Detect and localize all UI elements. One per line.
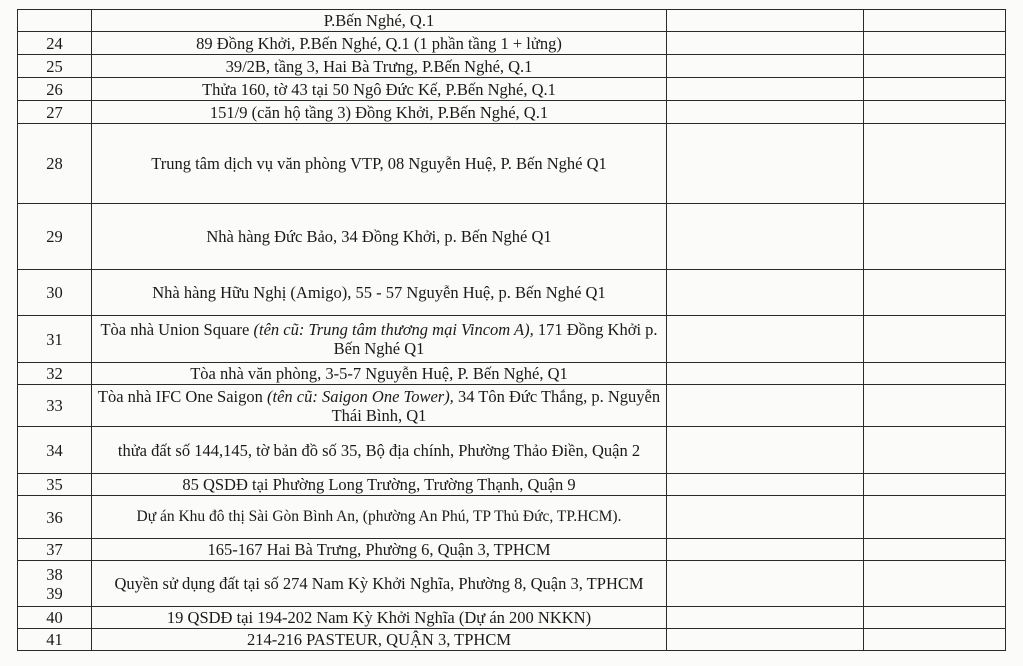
row-address: 85 QSDĐ tại Phường Long Trường, Trường Thạnh, Quận 9 (92, 474, 667, 496)
empty-cell (667, 204, 864, 270)
empty-cell (667, 316, 864, 363)
table-row (18, 32, 1006, 55)
empty-cell (667, 55, 864, 78)
row-number: 30 (18, 270, 92, 316)
empty-cell (667, 385, 864, 427)
row-address: Nhà hàng Đức Bảo, 34 Đồng Khởi, p. Bến Nghé Q1 (92, 204, 667, 270)
row-number: 37 (18, 539, 92, 561)
row-address: Dự án Khu đô thị Sài Gòn Bình An, (phường An Phú, TP Thủ Đức, TP.HCM). (92, 496, 667, 539)
row-address: 89 Đồng Khởi, P.Bến Nghé, Q.1 (1 phần tầng 1 + lửng) (92, 32, 667, 55)
row-address: P.Bến Nghé, Q.1 (92, 10, 667, 32)
empty-cell (864, 363, 1006, 385)
table-row (18, 316, 1006, 363)
row-number: 25 (18, 55, 92, 78)
empty-cell (667, 561, 864, 607)
empty-cell (667, 427, 864, 474)
empty-cell (667, 539, 864, 561)
empty-cell (864, 32, 1006, 55)
address-text: Tòa nhà IFC One Saigon (97, 386, 267, 406)
row-address (92, 316, 667, 363)
table-row (18, 474, 1006, 496)
empty-cell (667, 607, 864, 629)
empty-cell (864, 629, 1006, 651)
row-address: Trung tâm dịch vụ văn phòng VTP, 08 Nguyễn Huệ, P. Bến Nghé Q1 (92, 124, 667, 204)
table-row (18, 607, 1006, 629)
table-row (18, 539, 1006, 561)
empty-cell (864, 204, 1006, 270)
row-address: 214-216 PASTEUR, QUẬN 3, TPHCM (92, 629, 667, 651)
row-number-first: 38 (46, 564, 63, 584)
table-row (18, 55, 1006, 78)
row-number (18, 561, 92, 607)
table-row (18, 427, 1006, 474)
table-row (18, 270, 1006, 316)
empty-cell (864, 270, 1006, 316)
row-number: 33 (18, 385, 92, 427)
table-row (18, 561, 1006, 607)
row-number: 35 (18, 474, 92, 496)
table-row (18, 10, 1006, 32)
row-address: Thửa 160, tờ 43 tại 50 Ngô Đức Kế, P.Bến Nghé, Q.1 (92, 78, 667, 101)
empty-cell (667, 363, 864, 385)
row-number: 31 (18, 316, 92, 363)
row-address: Tòa nhà văn phòng, 3-5-7 Nguyễn Huệ, P. Bến Nghé, Q1 (92, 363, 667, 385)
row-address: 151/9 (căn hộ tầng 3) Đồng Khởi, P.Bến Nghé, Q.1 (92, 101, 667, 124)
empty-cell (864, 55, 1006, 78)
empty-cell (667, 124, 864, 204)
row-number (18, 10, 92, 32)
row-address: 39/2B, tầng 3, Hai Bà Trưng, P.Bến Nghé, Q.1 (92, 55, 667, 78)
row-number: 29 (18, 204, 92, 270)
address-text: 34 Tôn Đức Thắng, p. Nguyễn Thái Bình, Q1 (331, 386, 661, 425)
empty-cell (864, 474, 1006, 496)
row-number: 36 (18, 496, 92, 539)
empty-cell (864, 10, 1006, 32)
row-number: 40 (18, 607, 92, 629)
empty-cell (667, 629, 864, 651)
row-number: 34 (18, 427, 92, 474)
row-number: 26 (18, 78, 92, 101)
row-number: 24 (18, 32, 92, 55)
empty-cell (864, 316, 1006, 363)
empty-cell (864, 124, 1006, 204)
row-address: 165-167 Hai Bà Trưng, Phường 6, Quận 3, TPHCM (92, 539, 667, 561)
empty-cell (864, 78, 1006, 101)
row-number: 41 (18, 629, 92, 651)
empty-cell (667, 32, 864, 55)
empty-cell (667, 270, 864, 316)
former-name-note: (tên cũ: Trung tâm thương mại Vincom A), (253, 320, 534, 339)
table-row (18, 629, 1006, 651)
empty-cell (667, 474, 864, 496)
row-address: Quyền sử dụng đất tại số 274 Nam Kỳ Khởi Nghĩa, Phường 8, Quận 3, TPHCM (92, 561, 667, 607)
empty-cell (864, 101, 1006, 124)
row-address: 19 QSDĐ tại 194-202 Nam Kỳ Khởi Nghĩa (Dự án 200 NKKN) (92, 607, 667, 629)
row-address (92, 385, 667, 427)
empty-cell (864, 561, 1006, 607)
empty-cell (667, 10, 864, 32)
address-text: Tòa nhà Union Square (100, 320, 254, 339)
table-row (18, 385, 1006, 427)
empty-cell (864, 496, 1006, 539)
row-number: 32 (18, 363, 92, 385)
empty-cell (864, 539, 1006, 561)
row-number: 27 (18, 101, 92, 124)
row-number: 28 (18, 124, 92, 204)
table-row (18, 204, 1006, 270)
row-number-second: 39 (46, 583, 63, 603)
table-row (18, 78, 1006, 101)
table-row (18, 496, 1006, 539)
table-row (18, 124, 1006, 204)
empty-cell (864, 607, 1006, 629)
empty-cell (667, 78, 864, 101)
table-row (18, 101, 1006, 124)
empty-cell (667, 101, 864, 124)
table-row (18, 363, 1006, 385)
address-table (17, 9, 1006, 651)
address-text: 171 Đồng Khởi p. Bến Nghé Q1 (333, 320, 658, 358)
empty-cell (864, 427, 1006, 474)
row-address: Nhà hàng Hữu Nghị (Amigo), 55 - 57 Nguyễn Huệ, p. Bến Nghé Q1 (92, 270, 667, 316)
empty-cell (864, 385, 1006, 427)
former-name-note: (tên cũ: Saigon One Tower), (266, 386, 454, 406)
empty-cell (667, 496, 864, 539)
row-address: thửa đất số 144,145, tờ bản đồ số 35, Bộ địa chính, Phường Thảo Điền, Quận 2 (92, 427, 667, 474)
